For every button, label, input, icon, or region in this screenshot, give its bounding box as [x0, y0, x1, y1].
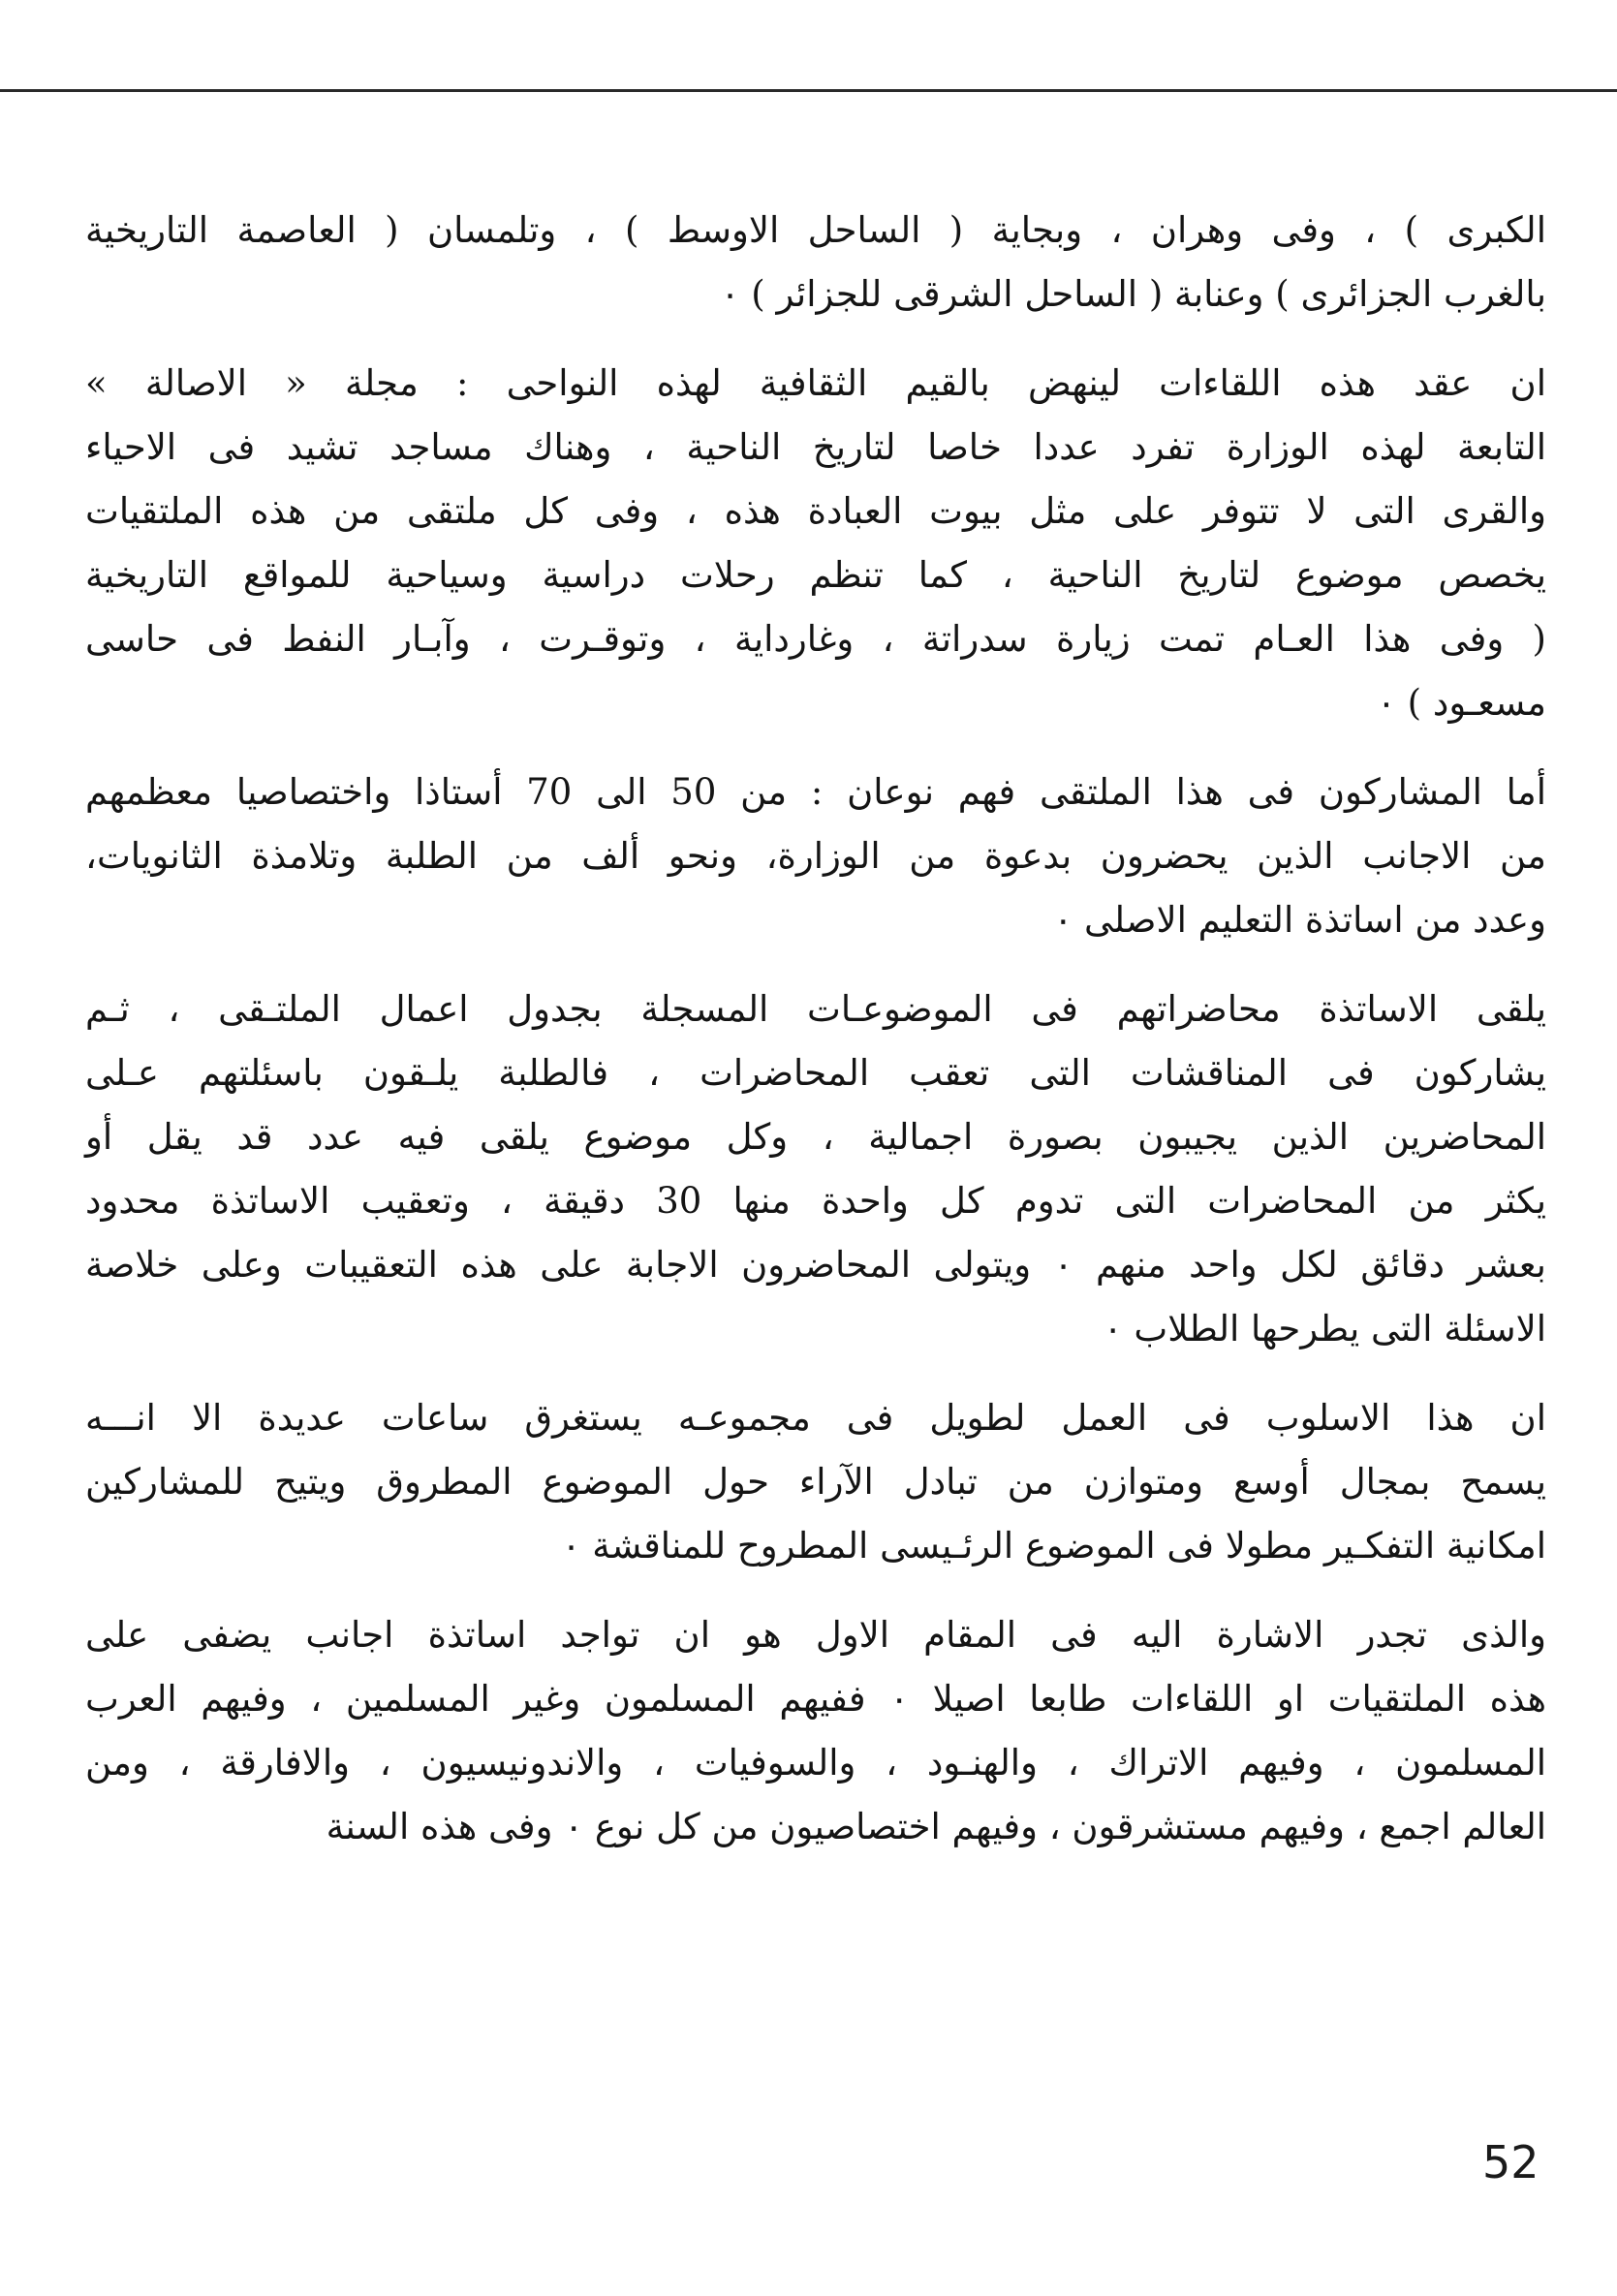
paragraph	[85, 977, 1546, 1361]
paragraph	[85, 352, 1546, 735]
header-rule	[0, 89, 1617, 92]
paragraph	[85, 1603, 1546, 1859]
text-line: والذى تجدر الاشارة اليه فى المقام الاول هو ان تواجد اساتذة اجانب يضفى على	[85, 1614, 1546, 1656]
text-line: والقرى التى لا تتوفر على مثل بيوت العبادة هذه ، وفى كل ملتقى من هذه الملتقيات	[85, 490, 1546, 532]
text-line: يكثر من المحاضرات التى تدوم كل واحدة منها 30 دقيقة ، وتعقيب الاساتذة محدود	[85, 1180, 1546, 1222]
text-line: وعدد من اساتذة التعليم الاصلى ٠	[1053, 899, 1546, 941]
text-line: المسلمون ، وفيهم الاتراك ، والهنـود ، والسوفيات ، والاندونيسيون ، والافارقة ، ومن	[85, 1742, 1546, 1784]
text-line: ( وفى هذا العـام تمت زيارة سدراتة ، وغارداية ، وتوقـرت ، وآبـار النفط فى حاسى	[85, 618, 1546, 660]
text-line: امكانية التفكـير مطولا فى الموضوع الرئـيسى المطروح للمناقشة ٠	[561, 1525, 1546, 1567]
text-line: يسمح بمجال أوسع ومتوازن من تبادل الآراء حول الموضوع المطروق ويتيح للمشاركين	[85, 1461, 1546, 1503]
text-line: يلقى الاساتذة محاضراتهم فى الموضوعـات المسجلة بجدول اعمال الملتـقى ، ثـم	[85, 988, 1546, 1030]
paragraph	[85, 199, 1546, 326]
paragraph	[85, 760, 1546, 952]
text-line: أما المشاركون فى هذا الملتقى فهم نوعان : من 50 الى 70 أستاذا واختصاصيا معظمهم	[85, 771, 1547, 813]
page-number: 52	[1482, 2136, 1539, 2188]
text-line: التابعة لهذه الوزارة تفرد عددا خاصا لتاريخ الناحية ، وهناك مساجد تشيد فى الاحياء	[85, 426, 1546, 468]
text-line: مسعـود ) ٠	[1377, 682, 1546, 724]
text-line: العالم اجمع ، وفيهم مستشرقون ، وفيهم اختصاصيون من كل نوع ٠ وفى هذه السنة	[326, 1806, 1546, 1847]
text-line: يخصص موضوع لتاريخ الناحية ، كما تنظم رحلات دراسية وسياحية للمواقع التاريخية	[85, 554, 1546, 596]
text-line: بعشر دقائق لكل واحد منهم ٠ ويتولى المحاضرون الاجابة على هذه التعقيبات وعلى خلاصة	[85, 1244, 1546, 1286]
text-line: ان هذا الاسلوب فى العمل لطويل فى مجموعـه يستغرق ساعات عديدة الا انـــه	[85, 1397, 1546, 1439]
text-line: من الاجانب الذين يحضرون بدعوة من الوزارة، ونحو ألف من الطلبة وتلامذة الثانويات،	[85, 835, 1546, 877]
text-line: ان عقد هذه اللقاءات لينهض بالقيم الثقافية لهذه النواحى : مجلة « الاصالة »	[85, 362, 1546, 404]
text-line: هذه الملتقيات او اللقاءات طابعا اصيلا ٠ ففيهم المسلمون وغير المسلمين ، وفيهم العرب	[85, 1678, 1546, 1720]
text-line: الاسئلة التى يطرحها الطلاب ٠	[1103, 1308, 1546, 1350]
text-line: بالغرب الجزائرى ) وعنابة ( الساحل الشرقى للجزائر ) ٠	[720, 273, 1546, 315]
text-line: الكبرى ) ، وفى وهران ، وبجاية ( الساحل الاوسط ) ، وتلمسان ( العاصمة التاريخية	[85, 209, 1546, 251]
text-line: يشاركون فى المناقشات التى تعقب المحاضرات ، فالطلبة يلـقون باسئلتهم عـلى	[85, 1052, 1546, 1094]
paragraph	[85, 1386, 1546, 1578]
text-line: المحاضرين الذين يجيبون بصورة اجمالية ، وكل موضوع يلقى فيه عدد قد يقل أو	[85, 1116, 1546, 1158]
page-body	[85, 199, 1546, 1884]
